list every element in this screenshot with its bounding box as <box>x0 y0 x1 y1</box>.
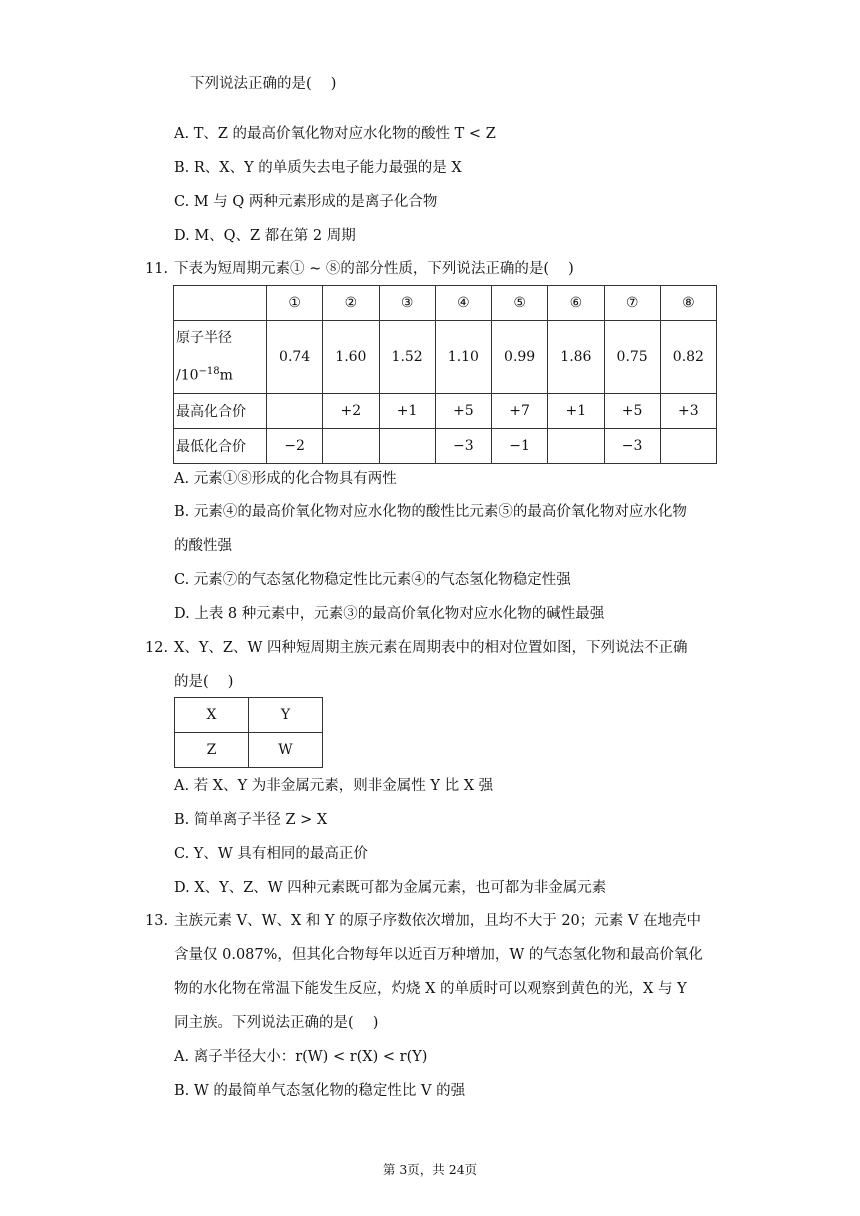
grid-cell: W <box>249 733 323 768</box>
table-cell: 0.74 <box>267 321 323 394</box>
table-header-cell: ④ <box>435 286 491 321</box>
q13-number: 13. <box>145 913 169 929</box>
q12-stem-line1: X、Y、Z、W 四种短周期主族元素在周期表中的相对位置如图，下列说法不正确 <box>174 640 688 656</box>
q13-stem-line4: 同主族。下列说法正确的是( ) <box>174 1015 379 1031</box>
table-cell <box>323 428 379 463</box>
table-header-row <box>174 286 717 321</box>
element-properties-table <box>173 285 717 464</box>
q11-option-c: C. 元素⑦的气态氢化物稳定性比元素④的气态氢化物稳定性强 <box>174 572 571 588</box>
page-footer: 第 3页，共 24页 <box>382 1162 478 1177</box>
grid-cell: Y <box>249 698 323 733</box>
table-cell: +5 <box>604 393 660 428</box>
table-cell: −2 <box>267 428 323 463</box>
table-cell: 0.75 <box>604 321 660 394</box>
table-cell: +1 <box>379 393 435 428</box>
table-cell: 1.60 <box>323 321 379 394</box>
table-cell: 1.86 <box>548 321 604 394</box>
table-cell: −3 <box>435 428 491 463</box>
q10-option-a: A. T、Z 的最高价氧化物对应水化物的酸性 T < Z <box>174 126 496 142</box>
q11-option-b-line2: 的酸性强 <box>174 538 232 554</box>
table-row-radius <box>174 321 717 394</box>
q13-option-b: B. W 的最简单气态氢化物的稳定性比 V 的强 <box>174 1083 466 1099</box>
table-cell <box>267 393 323 428</box>
q13-stem-line2: 含量仅 0.087%，但其化合物每年以近百万种增加，W 的气态氢化物和最高价氧化 <box>174 947 703 963</box>
table-cell: +3 <box>660 393 716 428</box>
table-header-cell: ③ <box>379 286 435 321</box>
q11-number: 11. <box>145 261 169 277</box>
table-cell <box>379 428 435 463</box>
grid-cell: X <box>175 698 249 733</box>
q10-option-d: D. M、Q、Z 都在第 2 周期 <box>174 228 356 244</box>
q12-option-d: D. X、Y、Z、W 四种元素既可都为金属元素，也可都为非金属元素 <box>174 880 607 896</box>
max-valence-label: 最高化合价 <box>174 393 267 428</box>
q12-option-c: C. Y、W 具有相同的最高正价 <box>174 846 368 862</box>
table-cell <box>660 428 716 463</box>
table-cell: −1 <box>492 428 548 463</box>
q10-option-b: B. R、X、Y 的单质失去电子能力最强的是 X <box>174 160 462 176</box>
q13-stem-line3: 物的水化物在常温下能发生反应，灼烧 X 的单质时可以观察到黄色的光，X 与 Y <box>174 981 687 997</box>
radius-label-line2: $/10^{-18}m$ <box>176 366 233 384</box>
table-corner-cell <box>174 286 267 321</box>
q13-stem-line1: 主族元素 V、W、X 和 Y 的原子序数依次增加，且均不大于 20；元素 V 在地壳中 <box>174 913 701 929</box>
table-cell <box>548 428 604 463</box>
table-header-cell: ① <box>267 286 323 321</box>
q11-option-d: D. 上表 8 种元素中，元素③的最高价氧化物对应水化物的碱性最强 <box>174 606 605 622</box>
q11-stem: 下表为短周期元素① ~ ⑧的部分性质，下列说法正确的是( ) <box>174 261 574 277</box>
table-cell: 0.99 <box>492 321 548 394</box>
table-cell: +2 <box>323 393 379 428</box>
q12-option-a: A. 若 X、Y 为非金属元素，则非金属性 Y 比 X 强 <box>174 778 494 794</box>
radius-label-line1: 原子半径 <box>176 330 232 346</box>
table-header-cell: ⑦ <box>604 286 660 321</box>
table-cell: 0.82 <box>660 321 716 394</box>
table-cell: +5 <box>435 393 491 428</box>
q10-option-c: C. M 与 Q 两种元素形成的是离子化合物 <box>174 194 438 210</box>
q11-option-b-line1: B. 元素④的最高价氧化物对应水化物的酸性比元素⑤的最高价氧化物对应水化物 <box>174 504 687 520</box>
table-row-min-valence <box>174 428 717 463</box>
table-row-max-valence <box>174 393 717 428</box>
min-valence-label: 最低化合价 <box>174 428 267 463</box>
table-header-cell: ⑤ <box>492 286 548 321</box>
q11-option-a: A. 元素①⑧形成的化合物具有两性 <box>174 471 397 487</box>
radius-label <box>174 321 267 394</box>
q12-option-b: B. 简单离子半径 Z > X <box>174 812 328 828</box>
table-cell: 1.10 <box>435 321 491 394</box>
table-cell: +7 <box>492 393 548 428</box>
q12-stem-line2: 的是( ) <box>174 674 234 690</box>
table-header-cell: ⑧ <box>660 286 716 321</box>
q13-option-a: A. 离子半径大小：r(W) < r(X) < r(Y) <box>174 1049 428 1065</box>
table-header-cell: ⑥ <box>548 286 604 321</box>
table-cell: 1.52 <box>379 321 435 394</box>
periodic-position-grid <box>174 697 323 768</box>
table-cell: +1 <box>548 393 604 428</box>
table-cell: −3 <box>604 428 660 463</box>
q12-number: 12. <box>145 640 169 656</box>
table-header-cell: ② <box>323 286 379 321</box>
grid-cell: Z <box>175 733 249 768</box>
q10-prompt: 下列说法正确的是( ) <box>190 76 337 92</box>
